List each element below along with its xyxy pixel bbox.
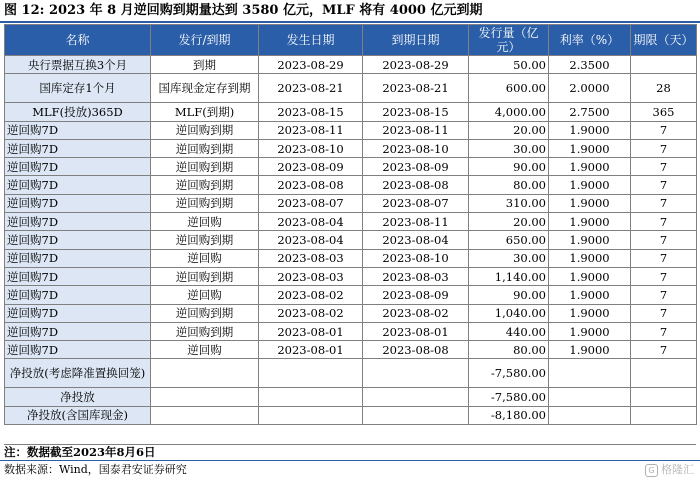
figure-title: 图 12: 2023 年 8 月逆回购到期量达到 3580 亿元，MLF 将有 4000 亿元到期 [4, 3, 483, 18]
cell-term: 7 [631, 341, 697, 359]
cell-rate: 1.9000 [549, 121, 631, 139]
empty-cell [363, 359, 469, 388]
cell-term: 7 [631, 231, 697, 249]
empty-cell [631, 388, 697, 406]
col-header-amount: 发行量（亿元） [469, 25, 549, 56]
cell-maturity-date: 2023-08-02 [363, 304, 469, 322]
summary-label: 净投放(含国库现金) [5, 406, 151, 424]
data-source: 数据来源：Wind，国泰君安证券研究 [4, 463, 187, 476]
cell-issue-date: 2023-08-08 [259, 176, 363, 194]
cell-amount: 600.00 [469, 74, 549, 103]
col-header-name: 名称 [5, 25, 151, 56]
cell-maturity-date: 2023-08-11 [363, 121, 469, 139]
cell-type: 逆回购到期 [151, 267, 259, 285]
cell-maturity-date: 2023-08-03 [363, 267, 469, 285]
empty-cell [549, 359, 631, 388]
summary-value: -8,180.00 [469, 406, 549, 424]
cell-rate: 2.7500 [549, 103, 631, 121]
cell-term: 7 [631, 158, 697, 176]
cell-maturity-date: 2023-08-09 [363, 286, 469, 304]
cell-rate: 2.0000 [549, 74, 631, 103]
cell-name: 逆回购7D [5, 121, 151, 139]
empty-cell [631, 359, 697, 388]
cell-amount: 440.00 [469, 322, 549, 340]
cell-name: 逆回购7D [5, 231, 151, 249]
cell-name: 逆回购7D [5, 322, 151, 340]
empty-cell [549, 406, 631, 424]
cell-term [631, 56, 697, 74]
cell-rate: 1.9000 [549, 267, 631, 285]
watermark-text: 格隆汇 [661, 463, 694, 476]
cell-amount: 80.00 [469, 341, 549, 359]
empty-cell [151, 388, 259, 406]
cell-name: 逆回购7D [5, 286, 151, 304]
cell-term: 7 [631, 304, 697, 322]
cell-type: 逆回购到期 [151, 304, 259, 322]
cell-type: 逆回购到期 [151, 194, 259, 212]
table-row [5, 213, 697, 231]
col-header-maturity-date: 到期日期 [363, 25, 469, 56]
empty-cell [259, 388, 363, 406]
cell-type: MLF(到期) [151, 103, 259, 121]
cell-issue-date: 2023-08-21 [259, 74, 363, 103]
col-header-rate: 利率（%） [549, 25, 631, 56]
table-row [5, 74, 697, 103]
summary-value: -7,580.00 [469, 359, 549, 388]
cell-type: 到期 [151, 56, 259, 74]
cell-name: 逆回购7D [5, 194, 151, 212]
cell-issue-date: 2023-08-10 [259, 139, 363, 157]
cell-rate: 1.9000 [549, 231, 631, 249]
summary-label: 净投放 [5, 388, 151, 406]
cell-amount: 4,000.00 [469, 103, 549, 121]
summary-row [5, 406, 697, 424]
cell-issue-date: 2023-08-01 [259, 341, 363, 359]
cell-issue-date: 2023-08-11 [259, 121, 363, 139]
cell-type: 逆回购到期 [151, 322, 259, 340]
cell-type: 逆回购 [151, 213, 259, 231]
empty-cell [259, 359, 363, 388]
cell-amount: 20.00 [469, 121, 549, 139]
cell-issue-date: 2023-08-02 [259, 304, 363, 322]
cell-name: 逆回购7D [5, 249, 151, 267]
cell-issue-date: 2023-08-03 [259, 249, 363, 267]
cell-amount: 1,040.00 [469, 304, 549, 322]
cell-amount: 20.00 [469, 213, 549, 231]
cell-term: 7 [631, 176, 697, 194]
cell-issue-date: 2023-08-04 [259, 213, 363, 231]
cell-issue-date: 2023-08-09 [259, 158, 363, 176]
cell-maturity-date: 2023-08-29 [363, 56, 469, 74]
summary-label: 净投放(考虑降准置换回笼) [5, 359, 151, 388]
cell-type: 逆回购到期 [151, 231, 259, 249]
cell-maturity-date: 2023-08-15 [363, 103, 469, 121]
cell-rate: 2.3500 [549, 56, 631, 74]
empty-cell [363, 388, 469, 406]
cell-term: 7 [631, 213, 697, 231]
table-row [5, 231, 697, 249]
cell-term: 7 [631, 322, 697, 340]
empty-cell [259, 406, 363, 424]
cell-issue-date: 2023-08-07 [259, 194, 363, 212]
cell-rate: 1.9000 [549, 139, 631, 157]
cell-rate: 1.9000 [549, 249, 631, 267]
cell-rate: 1.9000 [549, 304, 631, 322]
table-row [5, 103, 697, 121]
cell-term: 28 [631, 74, 697, 103]
cell-maturity-date: 2023-08-10 [363, 139, 469, 157]
table-row [5, 304, 697, 322]
cell-rate: 1.9000 [549, 213, 631, 231]
cell-term: 7 [631, 121, 697, 139]
cell-name: 逆回购7D [5, 158, 151, 176]
cell-type: 国库现金定存到期 [151, 74, 259, 103]
cell-name: 国库定存1个月 [5, 74, 151, 103]
table-row [5, 249, 697, 267]
cell-amount: 30.00 [469, 139, 549, 157]
cell-amount: 30.00 [469, 249, 549, 267]
cell-issue-date: 2023-08-29 [259, 56, 363, 74]
top-rule [0, 21, 700, 23]
summary-row [5, 359, 697, 388]
cell-name: 逆回购7D [5, 176, 151, 194]
cell-maturity-date: 2023-08-08 [363, 176, 469, 194]
cell-term: 365 [631, 103, 697, 121]
table-note: 注：数据截至2023年8月6日 [4, 444, 696, 460]
cell-type: 逆回购 [151, 249, 259, 267]
cell-maturity-date: 2023-08-04 [363, 231, 469, 249]
data-table [4, 24, 697, 425]
bottom-rule [0, 460, 700, 461]
table-header-row [5, 25, 697, 56]
gelonghui-logo-icon: G [645, 464, 658, 477]
cell-maturity-date: 2023-08-01 [363, 322, 469, 340]
table-row [5, 322, 697, 340]
cell-type: 逆回购 [151, 341, 259, 359]
cell-issue-date: 2023-08-04 [259, 231, 363, 249]
cell-rate: 1.9000 [549, 322, 631, 340]
cell-issue-date: 2023-08-02 [259, 286, 363, 304]
table-row [5, 286, 697, 304]
cell-amount: 1,140.00 [469, 267, 549, 285]
cell-term: 7 [631, 286, 697, 304]
cell-amount: 80.00 [469, 176, 549, 194]
table-row [5, 139, 697, 157]
empty-cell [151, 359, 259, 388]
col-header-term: 期限（天） [631, 25, 697, 56]
cell-name: 逆回购7D [5, 267, 151, 285]
col-header-issue-date: 发生日期 [259, 25, 363, 56]
cell-amount: 310.00 [469, 194, 549, 212]
summary-row [5, 388, 697, 406]
empty-cell [151, 406, 259, 424]
empty-cell [549, 388, 631, 406]
cell-type: 逆回购到期 [151, 176, 259, 194]
cell-maturity-date: 2023-08-10 [363, 249, 469, 267]
cell-amount: 50.00 [469, 56, 549, 74]
cell-name: 逆回购7D [5, 304, 151, 322]
cell-issue-date: 2023-08-03 [259, 267, 363, 285]
table-row [5, 194, 697, 212]
cell-maturity-date: 2023-08-08 [363, 341, 469, 359]
cell-rate: 1.9000 [549, 158, 631, 176]
cell-type: 逆回购到期 [151, 158, 259, 176]
cell-issue-date: 2023-08-15 [259, 103, 363, 121]
cell-maturity-date: 2023-08-21 [363, 74, 469, 103]
table-row [5, 56, 697, 74]
cell-issue-date: 2023-08-01 [259, 322, 363, 340]
cell-term: 7 [631, 194, 697, 212]
empty-cell [631, 406, 697, 424]
cell-term: 7 [631, 267, 697, 285]
cell-name: 央行票据互换3个月 [5, 56, 151, 74]
cell-rate: 1.9000 [549, 341, 631, 359]
cell-rate: 1.9000 [549, 176, 631, 194]
cell-maturity-date: 2023-08-07 [363, 194, 469, 212]
empty-cell [363, 406, 469, 424]
cell-type: 逆回购到期 [151, 121, 259, 139]
col-header-type: 发行/到期 [151, 25, 259, 56]
cell-amount: 90.00 [469, 158, 549, 176]
cell-term: 7 [631, 249, 697, 267]
cell-name: MLF(投放)365D [5, 103, 151, 121]
table-row [5, 267, 697, 285]
cell-type: 逆回购到期 [151, 139, 259, 157]
cell-maturity-date: 2023-08-09 [363, 158, 469, 176]
cell-rate: 1.9000 [549, 286, 631, 304]
summary-value: -7,580.00 [469, 388, 549, 406]
table-row [5, 176, 697, 194]
table-row [5, 158, 697, 176]
cell-maturity-date: 2023-08-11 [363, 213, 469, 231]
table-row [5, 341, 697, 359]
cell-rate: 1.9000 [549, 194, 631, 212]
cell-name: 逆回购7D [5, 213, 151, 231]
cell-term: 7 [631, 139, 697, 157]
cell-name: 逆回购7D [5, 139, 151, 157]
cell-type: 逆回购 [151, 286, 259, 304]
cell-amount: 650.00 [469, 231, 549, 249]
watermark [645, 462, 694, 478]
table-row [5, 121, 697, 139]
cell-amount: 90.00 [469, 286, 549, 304]
cell-name: 逆回购7D [5, 341, 151, 359]
